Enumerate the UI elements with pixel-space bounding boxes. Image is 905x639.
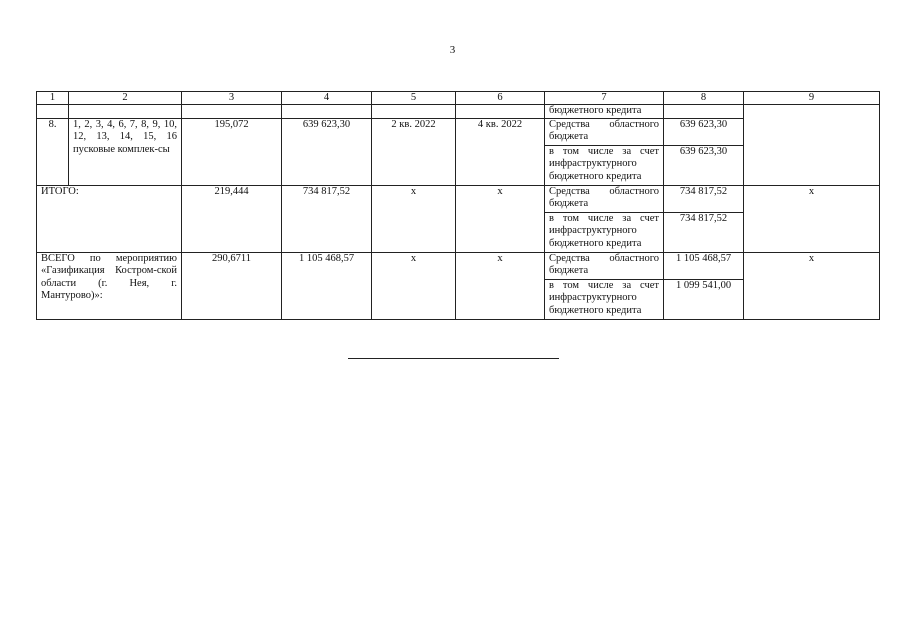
- row8-col6: 4 кв. 2022: [456, 118, 545, 185]
- page-number: 3: [449, 44, 456, 56]
- vsego-col9: х: [744, 252, 880, 319]
- vsego-amount-2: 1 099 541,00: [664, 279, 744, 319]
- itogo-col4: 734 817,52: [282, 185, 372, 252]
- itogo-col6: х: [456, 185, 545, 252]
- budget-table: [36, 91, 880, 320]
- carryover-source: бюджетного кредита: [545, 105, 664, 119]
- itogo-source-1: Средства областного бюджета: [545, 185, 664, 212]
- header-cell-9: 9: [744, 92, 880, 105]
- row8-source-2: в том числе за счет инфраструктурного бюджетного кредита: [545, 145, 664, 185]
- header-cell-1: 1: [37, 92, 69, 105]
- itogo-row-a: [37, 185, 880, 212]
- vsego-source-2: в том числе за счет инфраструктурного бюджетного кредита: [545, 279, 664, 319]
- header-cell-7: 7: [545, 92, 664, 105]
- itogo-amount-2: 734 817,52: [664, 212, 744, 252]
- itogo-col3: 219,444: [182, 185, 282, 252]
- row8-col9: [744, 105, 880, 186]
- header-cell-5: 5: [372, 92, 456, 105]
- row8-number: 8.: [37, 118, 69, 185]
- row8-col3: 195,072: [182, 118, 282, 185]
- vsego-source-1: Средства областного бюджета: [545, 252, 664, 279]
- row8-source-1: Средства областного бюджета: [545, 118, 664, 145]
- row8-description: 1, 2, 3, 4, 6, 7, 8, 9, 10, 12, 13, 14, 15, 16 пусковые комплек-сы: [69, 118, 182, 185]
- header-cell-6: 6: [456, 92, 545, 105]
- carryover-row: [37, 105, 880, 119]
- vsego-col4: 1 105 468,57: [282, 252, 372, 319]
- vsego-col5: х: [372, 252, 456, 319]
- itogo-source-2: в том числе за счет инфраструктурного бюджетного кредита: [545, 212, 664, 252]
- vsego-label: ВСЕГО по мероприятию «Газификация Костром-ской области (г. Нея, г. Мантурово)»:: [37, 252, 182, 319]
- row8-col4: 639 623,30: [282, 118, 372, 185]
- row8-col5: 2 кв. 2022: [372, 118, 456, 185]
- vsego-col6: х: [456, 252, 545, 319]
- vsego-col3: 290,6711: [182, 252, 282, 319]
- bottom-rule: [348, 358, 559, 359]
- itogo-label: ИТОГО:: [37, 185, 182, 252]
- header-cell-8: 8: [664, 92, 744, 105]
- row8-amount-1: 639 623,30: [664, 118, 744, 145]
- itogo-col5: х: [372, 185, 456, 252]
- row8-amount-2: 639 623,30: [664, 145, 744, 185]
- header-cell-2: 2: [69, 92, 182, 105]
- itogo-col9: х: [744, 185, 880, 252]
- itogo-amount-1: 734 817,52: [664, 185, 744, 212]
- header-cell-4: 4: [282, 92, 372, 105]
- vsego-amount-1: 1 105 468,57: [664, 252, 744, 279]
- header-cell-3: 3: [182, 92, 282, 105]
- vsego-row-a: [37, 252, 880, 279]
- header-row: [37, 92, 880, 105]
